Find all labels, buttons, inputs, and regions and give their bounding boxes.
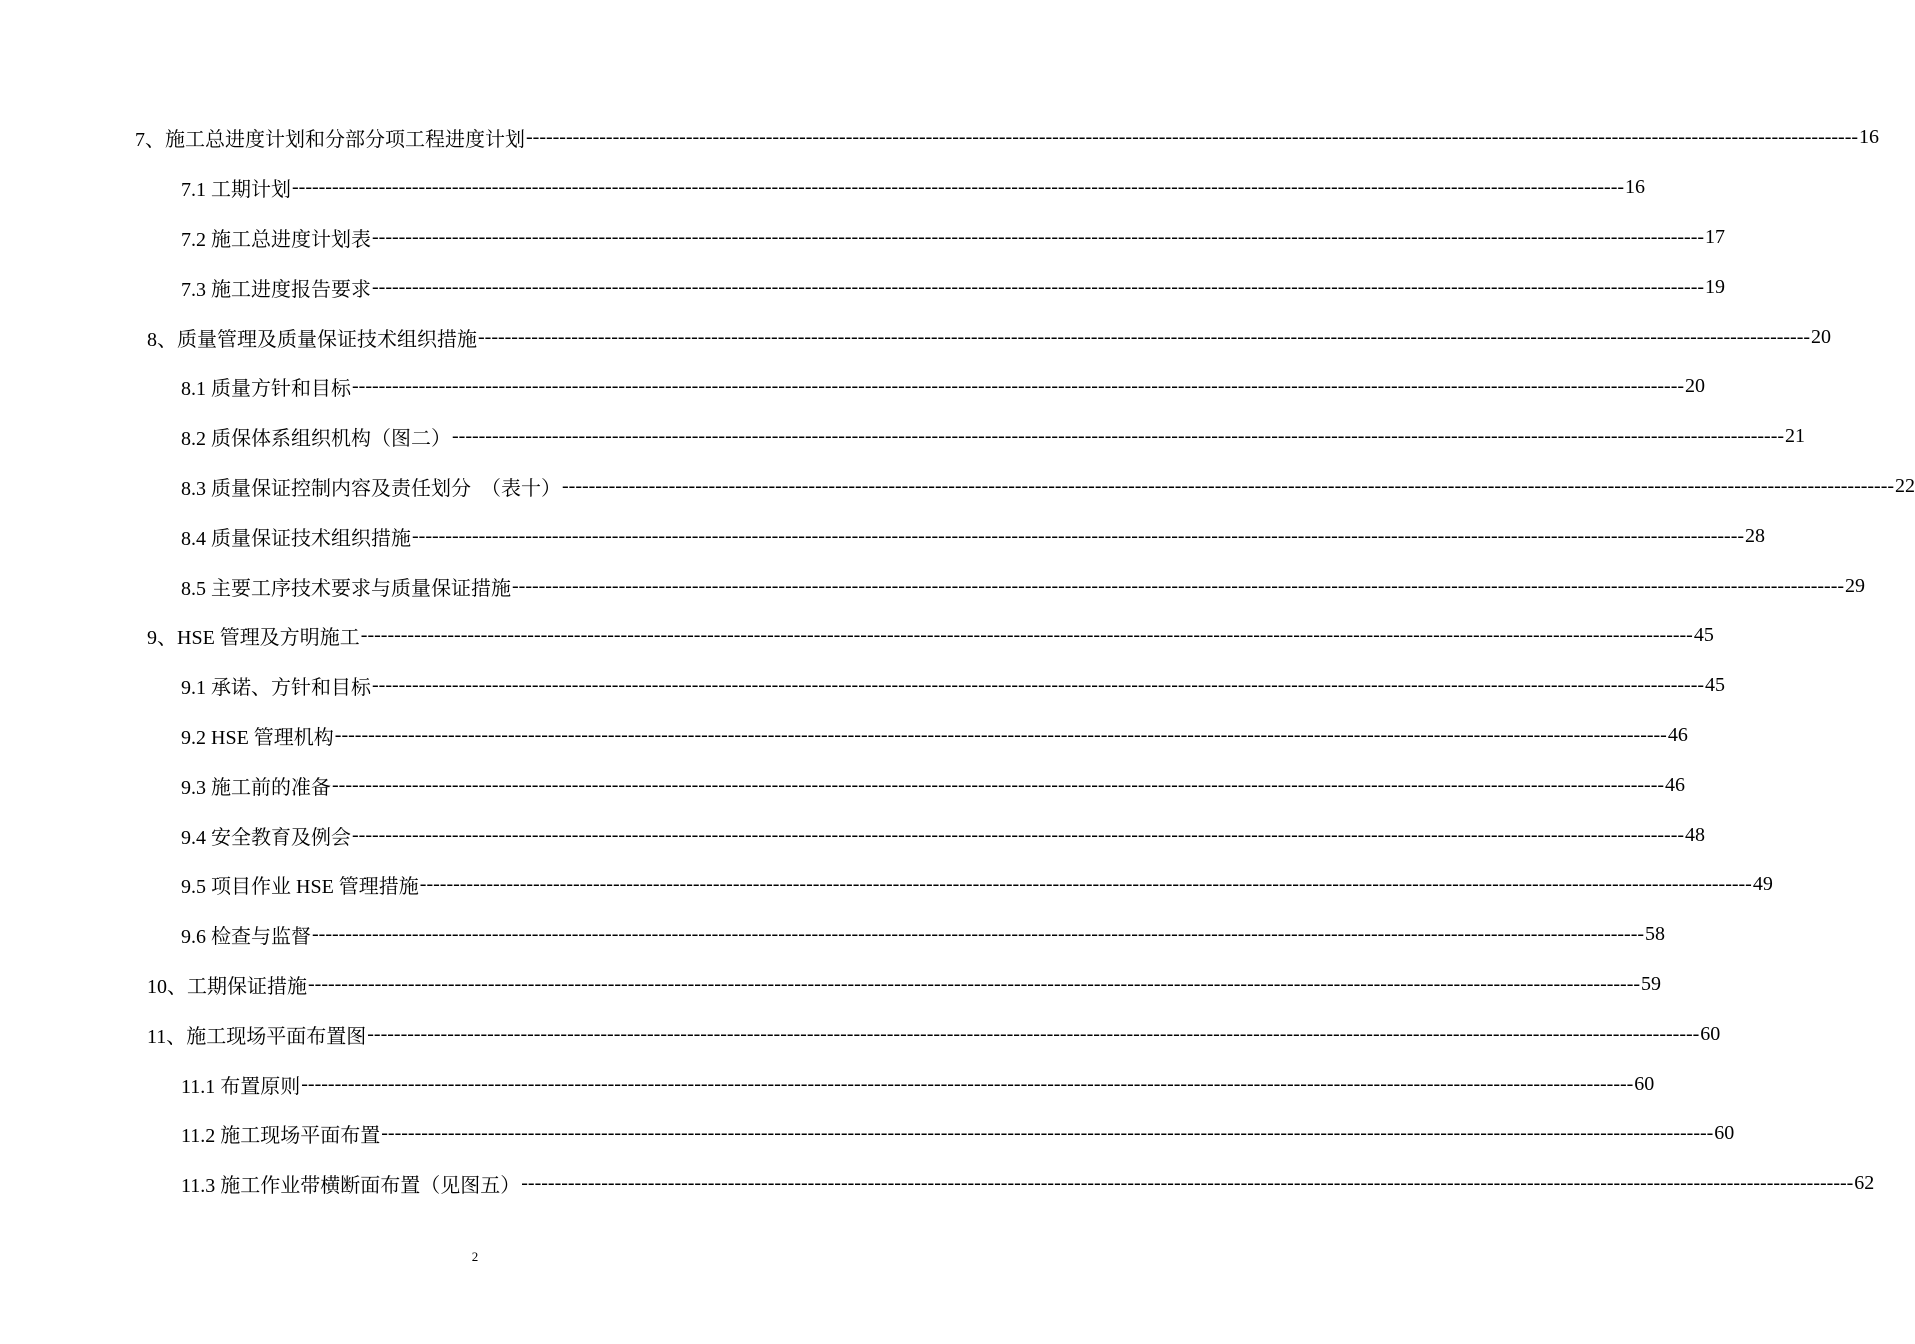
toc-entry-page-number: 17 xyxy=(1705,225,1726,248)
toc-entry[interactable] xyxy=(0,1109,1735,1159)
toc-entry[interactable] xyxy=(0,661,1726,711)
toc-entry[interactable] xyxy=(0,910,1666,960)
toc-entry[interactable] xyxy=(0,462,1915,512)
toc-dot-leader: -------------------------------------------------------------------------------------------------------------------------------------------------------------------------------------------------------- xyxy=(360,624,1693,647)
toc-entry-title: 7.3 施工进度报告要求 xyxy=(181,278,371,301)
toc-entry[interactable] xyxy=(0,163,1646,213)
toc-entry-title: 9.6 检查与监督 xyxy=(181,926,311,949)
toc-entry-page-number: 28 xyxy=(1745,524,1766,547)
toc-entry-title: 9.2 HSE 管理机构 xyxy=(181,726,334,749)
toc-dot-leader: -------------------------------------------------------------------------------------------------------------------------------------------------------------------------------------------------------- xyxy=(372,674,1705,697)
toc-entry-page-number: 19 xyxy=(1705,275,1726,298)
toc-entry-title: 11.1 布置原则 xyxy=(181,1075,301,1098)
toc-dot-leader: -------------------------------------------------------------------------------------------------------------------------------------------------------------------------------------------------------- xyxy=(521,1172,1854,1195)
toc-dot-leader: -------------------------------------------------------------------------------------------------------------------------------------------------------------------------------------------------------- xyxy=(352,375,1685,398)
toc-entry-page-number: 45 xyxy=(1693,624,1714,647)
page-number: 2 xyxy=(471,1249,479,1264)
toc-dot-leader: -------------------------------------------------------------------------------------------------------------------------------------------------------------------------------------------------------- xyxy=(381,1122,1714,1145)
toc-entry-title: 10、工期保证措施 xyxy=(147,975,307,998)
toc-entry-title: 7.2 施工总进度计划表 xyxy=(181,228,371,251)
toc-entry[interactable] xyxy=(0,561,1866,611)
toc-entry[interactable] xyxy=(0,362,1706,412)
toc-entry[interactable] xyxy=(0,760,1686,810)
toc-entry-title: 8.5 主要工序技术要求与质量保证措施 xyxy=(181,577,511,600)
toc-entry-page-number: 20 xyxy=(1685,375,1706,398)
toc-entry-title: 7.1 工期计划 xyxy=(181,179,291,202)
toc-entry[interactable] xyxy=(0,262,1726,312)
toc-entry-title: 9.3 施工前的准备 xyxy=(181,776,331,799)
table-of-contents xyxy=(0,113,1915,1209)
toc-dot-leader: -------------------------------------------------------------------------------------------------------------------------------------------------------------------------------------------------------- xyxy=(352,823,1685,846)
toc-entry-title: 11、施工现场平面布置图 xyxy=(147,1025,367,1048)
toc-entry-title: 8.3 质量保证控制内容及责任划分 （表十） xyxy=(181,477,561,500)
toc-dot-leader: -------------------------------------------------------------------------------------------------------------------------------------------------------------------------------------------------------- xyxy=(372,275,1705,298)
toc-entry-page-number: 16 xyxy=(1625,176,1646,199)
toc-entry[interactable] xyxy=(0,213,1726,263)
toc-entry-title: 8.4 质量保证技术组织措施 xyxy=(181,527,411,550)
toc-entry[interactable] xyxy=(0,810,1706,860)
toc-entry-title: 8、质量管理及质量保证技术组织措施 xyxy=(147,328,477,351)
toc-entry-page-number: 60 xyxy=(1634,1072,1655,1095)
toc-entry-page-number: 59 xyxy=(1641,972,1662,995)
toc-entry-page-number: 58 xyxy=(1645,923,1666,946)
toc-dot-leader: -------------------------------------------------------------------------------------------------------------------------------------------------------------------------------------------------------- xyxy=(312,923,1645,946)
toc-dot-leader: -------------------------------------------------------------------------------------------------------------------------------------------------------------------------------------------------------- xyxy=(308,972,1641,995)
toc-entry-page-number: 60 xyxy=(1700,1022,1721,1045)
toc-entry[interactable] xyxy=(0,711,1688,761)
toc-entry-page-number: 16 xyxy=(1859,126,1880,149)
toc-entry-page-number: 48 xyxy=(1685,823,1706,846)
toc-entry-title: 9.5 项目作业 HSE 管理措施 xyxy=(181,876,419,899)
toc-entry-title: 9.1 承诺、方针和目标 xyxy=(181,677,371,700)
toc-entry[interactable] xyxy=(0,1159,1875,1209)
toc-entry[interactable] xyxy=(0,511,1766,561)
toc-dot-leader: -------------------------------------------------------------------------------------------------------------------------------------------------------------------------------------------------------- xyxy=(419,873,1752,896)
toc-entry-page-number: 62 xyxy=(1854,1172,1875,1195)
toc-entry[interactable] xyxy=(0,960,1662,1010)
toc-dot-leader: -------------------------------------------------------------------------------------------------------------------------------------------------------------------------------------------------------- xyxy=(526,126,1859,149)
toc-entry-title: 11.2 施工现场平面布置 xyxy=(181,1125,381,1148)
toc-entry-title: 9、HSE 管理及方明施工 xyxy=(147,627,360,650)
toc-entry[interactable] xyxy=(0,860,1773,910)
toc-entry-title: 9.4 安全教育及例会 xyxy=(181,826,351,849)
toc-dot-leader: -------------------------------------------------------------------------------------------------------------------------------------------------------------------------------------------------------- xyxy=(452,425,1785,448)
toc-entry-title: 7、施工总进度计划和分部分项工程进度计划 xyxy=(135,129,525,152)
toc-dot-leader: -------------------------------------------------------------------------------------------------------------------------------------------------------------------------------------------------------- xyxy=(412,524,1745,547)
toc-dot-leader: -------------------------------------------------------------------------------------------------------------------------------------------------------------------------------------------------------- xyxy=(562,474,1895,497)
toc-entry-page-number: 20 xyxy=(1811,325,1832,348)
toc-entry[interactable] xyxy=(0,113,1880,163)
toc-dot-leader: -------------------------------------------------------------------------------------------------------------------------------------------------------------------------------------------------------- xyxy=(478,325,1811,348)
toc-entry[interactable] xyxy=(0,1009,1721,1059)
toc-dot-leader: -------------------------------------------------------------------------------------------------------------------------------------------------------------------------------------------------------- xyxy=(372,225,1705,248)
toc-entry-page-number: 49 xyxy=(1752,873,1773,896)
toc-entry-page-number: 21 xyxy=(1785,425,1806,448)
toc-dot-leader: -------------------------------------------------------------------------------------------------------------------------------------------------------------------------------------------------------- xyxy=(334,723,1667,746)
toc-entry-page-number: 46 xyxy=(1665,773,1686,796)
toc-entry-page-number: 60 xyxy=(1714,1122,1735,1145)
toc-entry[interactable] xyxy=(0,1059,1655,1109)
toc-entry[interactable] xyxy=(0,312,1832,362)
toc-entry[interactable] xyxy=(0,412,1806,462)
toc-entry-title: 8.1 质量方针和目标 xyxy=(181,378,351,401)
toc-dot-leader: -------------------------------------------------------------------------------------------------------------------------------------------------------------------------------------------------------- xyxy=(512,574,1845,597)
toc-entry[interactable] xyxy=(0,611,1714,661)
toc-entry-page-number: 22 xyxy=(1895,474,1915,497)
toc-entry-title: 11.3 施工作业带横断面布置（见图五） xyxy=(181,1175,521,1198)
toc-entry-page-number: 29 xyxy=(1845,574,1866,597)
toc-entry-title: 8.2 质保体系组织机构（图二） xyxy=(181,428,451,451)
toc-entry-page-number: 45 xyxy=(1705,674,1726,697)
toc-dot-leader: -------------------------------------------------------------------------------------------------------------------------------------------------------------------------------------------------------- xyxy=(301,1072,1634,1095)
toc-dot-leader: -------------------------------------------------------------------------------------------------------------------------------------------------------------------------------------------------------- xyxy=(332,773,1665,796)
toc-dot-leader: -------------------------------------------------------------------------------------------------------------------------------------------------------------------------------------------------------- xyxy=(292,176,1625,199)
toc-entry-page-number: 46 xyxy=(1667,723,1688,746)
toc-dot-leader: -------------------------------------------------------------------------------------------------------------------------------------------------------------------------------------------------------- xyxy=(367,1022,1700,1045)
